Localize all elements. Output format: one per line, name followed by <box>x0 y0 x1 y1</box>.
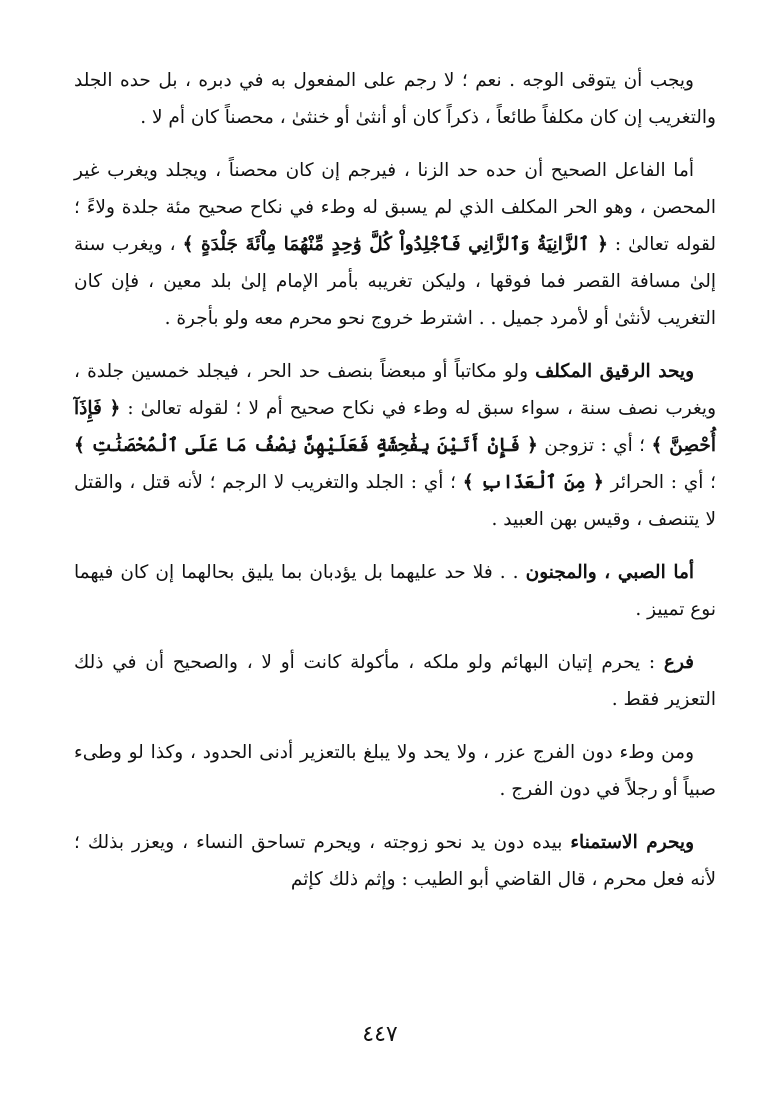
paragraph-6-text: ومن وطء دون الفرج عزر ، ولا يحد ولا يبلغ بالتعزير أدنى الحدود ، وكذا لو وطىء صبياً أو رجلاً في دون الفرج . <box>74 742 716 800</box>
quran-verse-zina: ﴿ ٱلزَّانِيَةُ وَٱلزَّانِي فَٱجْلِدُواْ كُلَّ وَٰحِدٍ مِّنْهُمَا مِاْئَةَ جَلْدَةٍ ﴾ <box>182 234 608 255</box>
quran-verse-uhsinna: ﴿ فَإِذَآ أُحْصِنَّ ﴾ <box>74 398 717 456</box>
paragraph-3-text-c: ؛ أي : الحرائر <box>603 472 716 493</box>
paragraph-1 <box>74 62 716 136</box>
paragraph-3-text-d: ؛ أي : الجلد والتغريب لا الرجم ؛ لأنه قتل ، والقتل لا يتنصف ، وقيس بهن العبيد . <box>74 472 716 530</box>
page-number: ٤٤٧ <box>362 1022 398 1047</box>
paragraph-4 <box>74 554 716 628</box>
paragraph-2 <box>74 152 716 337</box>
paragraph-7 <box>74 824 716 898</box>
paragraph-3-text-a: ولو مكاتباً أو مبعضاً بنصف حد الحر ، فيجلد خمسين جلدة ، ويغرب نصف سنة ، سواء سبق له وطء في نكاح صحيح أم لا ؛ لقوله تعالىٰ : <box>74 361 717 419</box>
paragraph-7-text: بيده دون يد نحو زوجته ، ويحرم تساحق النساء ، ويعزر بذلك ؛ لأنه فعل محرم ، قال القاضي أبو الطيب : وإثم ذلك كإثم <box>74 832 716 890</box>
heading-slave-punishment: ويحد الرقيق المكلف <box>535 361 694 382</box>
paragraph-5-text: : يحرم إتيان البهائم ولو ملكه ، مأكولة كانت أو لا ، والصحيح أن في ذلك التعزير فقط . <box>74 652 716 710</box>
heading-far: فرع <box>663 652 694 673</box>
paragraph-2-text-b: ، ويغرب سنة إلىٰ مسافة القصر فما فوقها ، وليكن تغريبه بأمر الإمام إلىٰ بلد معين ، فإن كان التغريب لأنثىٰ أو لأمرد جميل . . اشترط خروج نحو محرم معه ولو بأجرة . <box>74 234 716 329</box>
quran-verse-fahisha: ﴿ فَإِنْ أَتَيْنَ بِفَٰحِشَةٍ فَعَلَيْهِنَّ نِصْفُ مَا عَلَى ٱلْمُحْصَنَٰتِ ﴾ <box>74 435 538 456</box>
paragraph-3-text-b: ؛ أي : تزوجن <box>537 435 652 456</box>
paragraph-5 <box>74 644 716 718</box>
page-body <box>74 62 716 914</box>
heading-child-insane: أما الصبي ، والمجنون <box>525 562 695 583</box>
paragraph-4-text: . . فلا حد عليهما بل يؤدبان بما يليق بحالهما إن كان فيهما نوع تمييز . <box>74 562 716 620</box>
paragraph-3 <box>74 353 716 538</box>
paragraph-1-text: ويجب أن يتوقى الوجه . نعم ؛ لا رجم على المفعول به في دبره ، بل حده الجلد والتغريب إن كان مكلفاً طائعاً ، ذكراً كان أو أنثىٰ أو خنثىٰ ، محصناً كان أم لا . <box>74 70 716 128</box>
heading-istimna: ويحرم الاستمناء <box>570 832 694 853</box>
paragraph-6 <box>74 734 716 808</box>
quran-verse-adhab: ﴿ مِنَ ٱلْعَذَابِ ﴾ <box>462 472 604 493</box>
paragraph-2-text-a: أما الفاعل الصحيح أن حده حد الزنا ، فيرجم إن كان محصناً ، ويجلد ويغرب غير المحصن ، وهو الحر المكلف الذي لم يسبق له وطء في نكاح صحيح مئة جلدة ولاءً ؛ لقوله تعالىٰ : <box>74 160 717 255</box>
